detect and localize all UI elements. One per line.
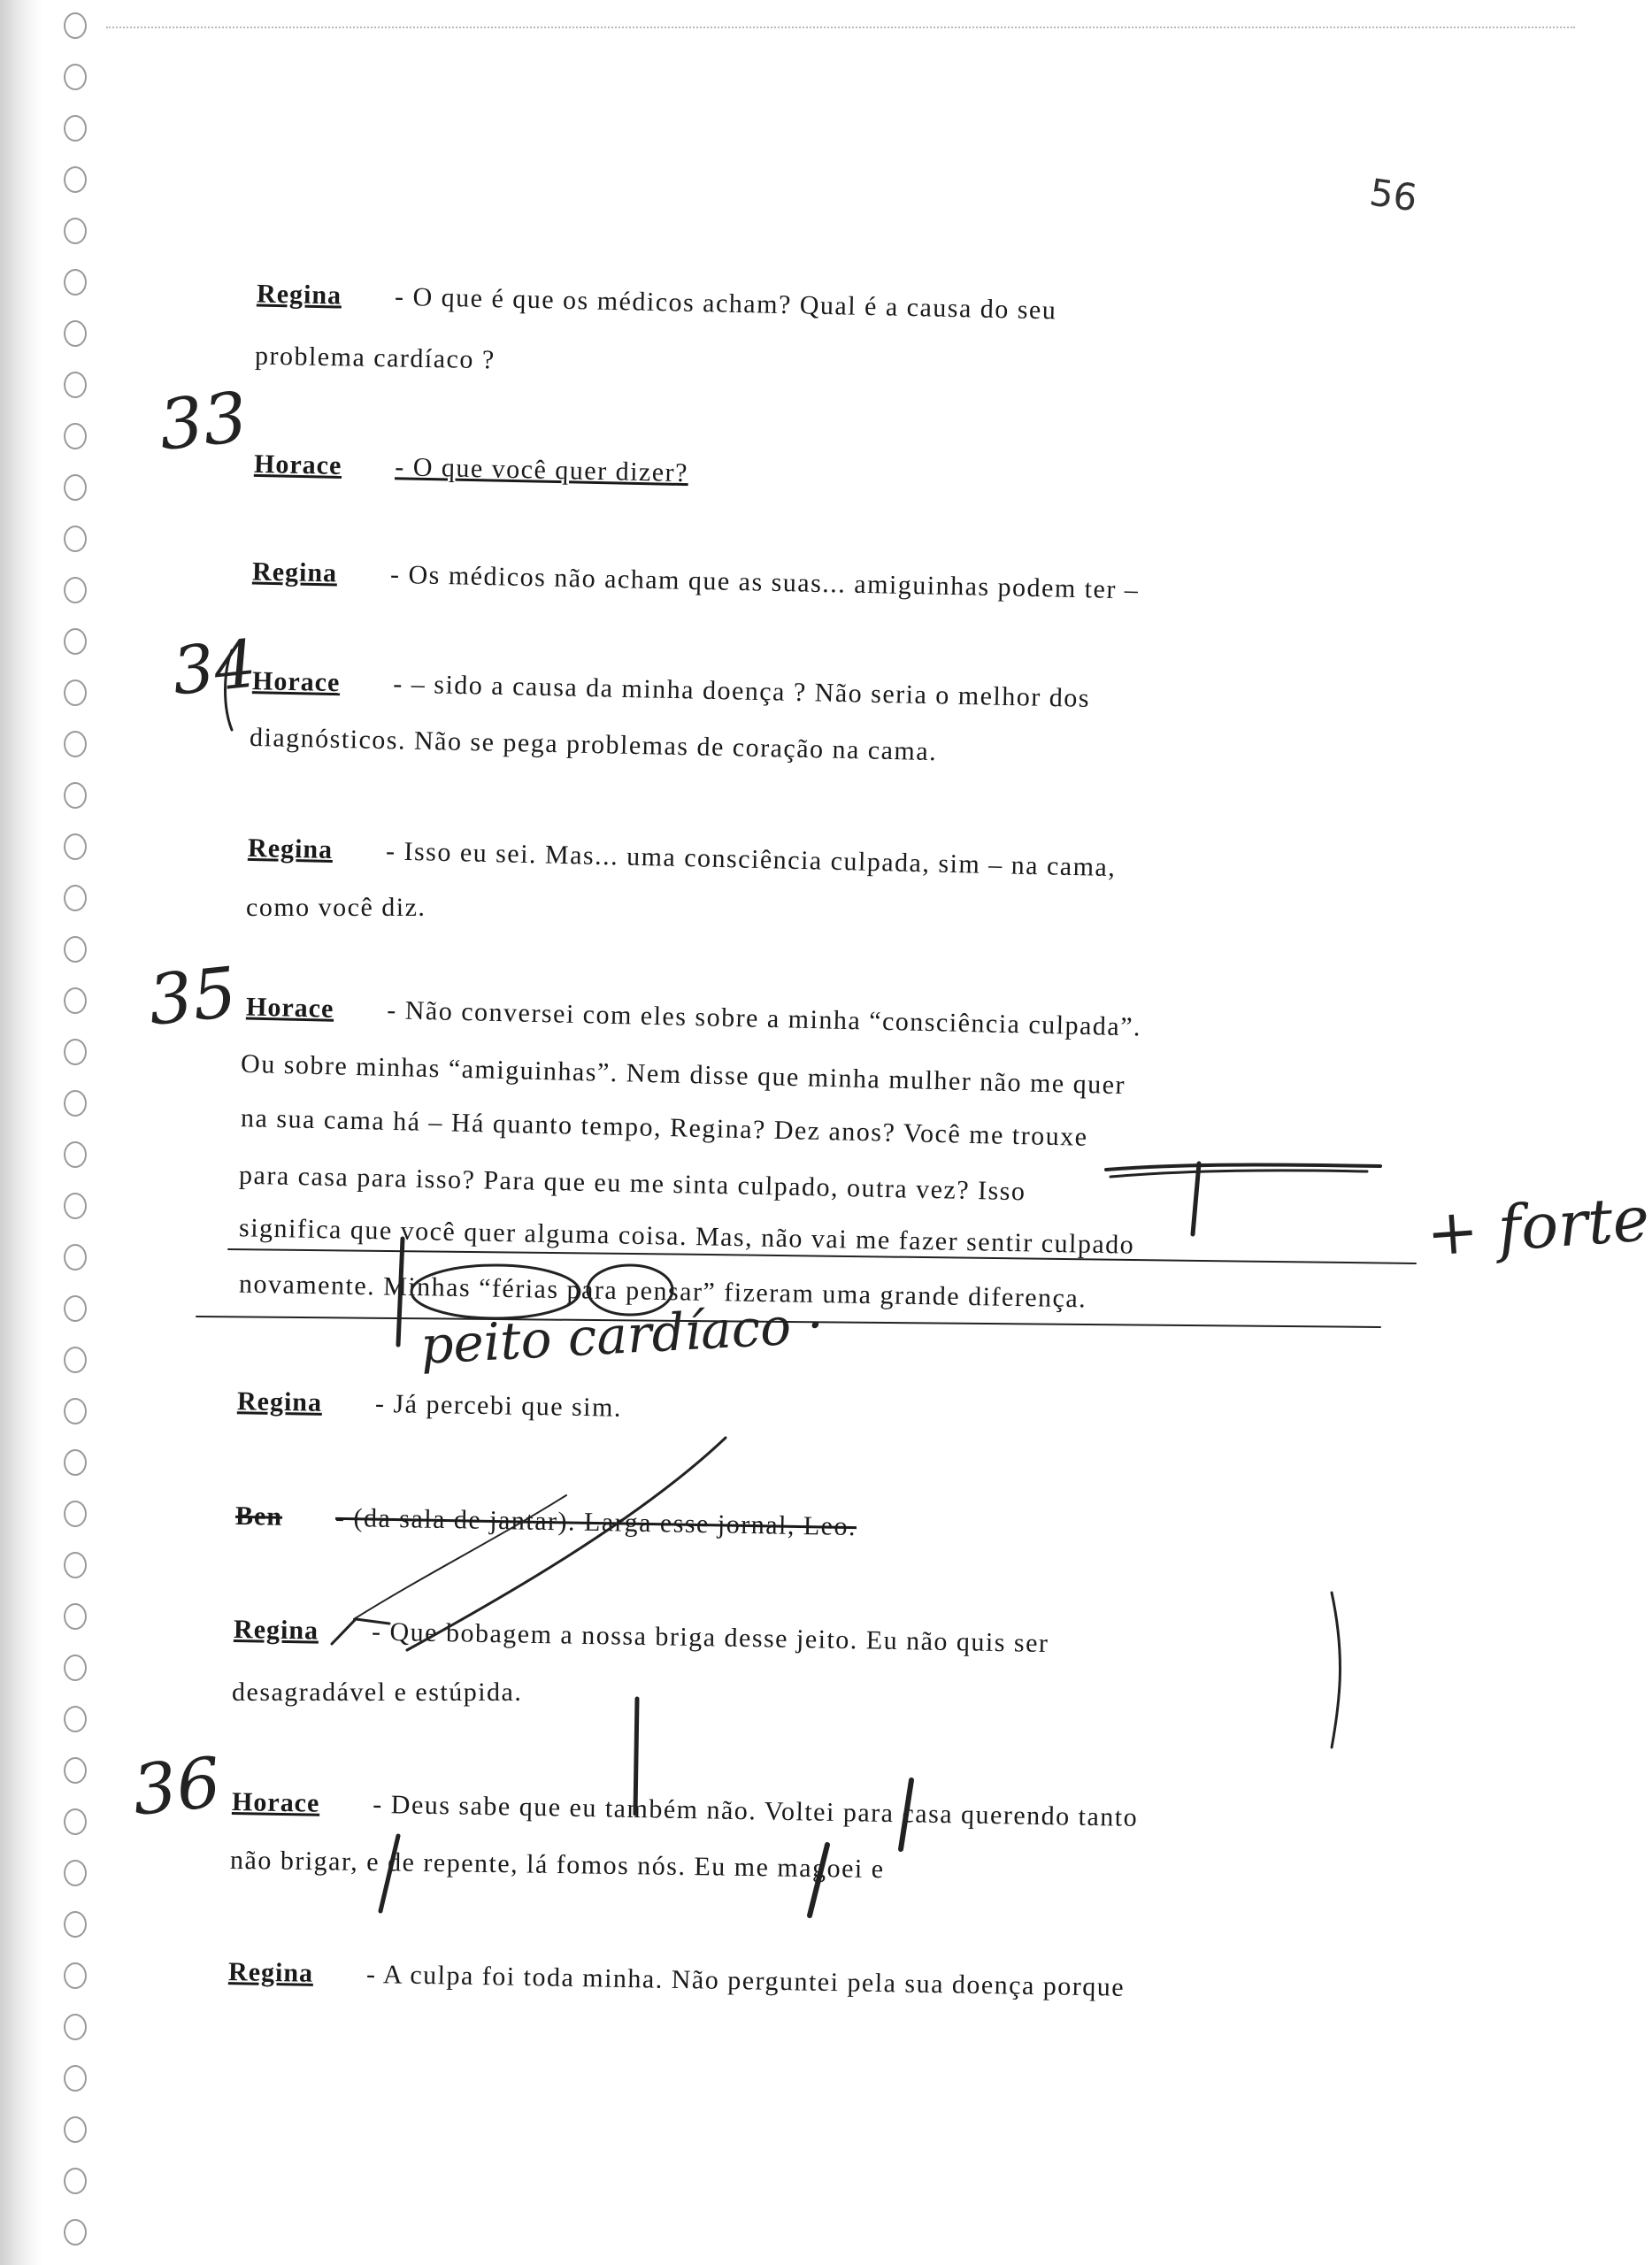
margin-number-33: 33: [155, 378, 251, 466]
dialogue-continuation: problema cardíaco ?: [254, 341, 496, 375]
line-text: - A culpa foi toda minha. Não perguntei pela sua doença porque: [365, 1959, 1126, 2002]
binding-hole: [64, 1911, 87, 1938]
binding-hole: [64, 2168, 87, 2194]
dialogue-line: [257, 277, 1057, 329]
binding-hole: [64, 1244, 87, 1271]
dialogue-continuation: Ou sobre minhas “amiguinhas”. Nem disse que minha mulher não me quer: [240, 1048, 1126, 1101]
binding-hole: [64, 1295, 87, 1322]
dialogue-continuation: na sua cama há – Há quanto tempo, Regina? Dez anos? Você me trouxe: [240, 1103, 1088, 1152]
struck-dialogue-line: [235, 1499, 857, 1545]
speaker-name: Regina: [233, 1614, 319, 1646]
margin-number-35: 35: [144, 953, 241, 1041]
dialogue-continuation: novamente. Minhas “férias para pensar” fizeram uma grande diferença.: [238, 1269, 1087, 1314]
handwritten-peito-cardiaco: peito cardíaco ·: [419, 1294, 826, 1376]
binding-hole: [64, 936, 87, 963]
dialogue-line: [232, 1785, 1139, 1836]
dialogue-line: [237, 1384, 623, 1426]
dialogue-line: [254, 447, 689, 491]
line-text: - O que você quer dizer?: [394, 452, 689, 488]
binding-hole: [64, 12, 87, 39]
line-text: - Que bobagem a nossa briga desse jeito. Eu não quis ser: [371, 1616, 1049, 1659]
binding-hole: [64, 2219, 87, 2246]
binding-hole: [64, 1808, 87, 1835]
binding-hole: [64, 218, 87, 244]
binding-hole: [64, 577, 87, 603]
binding-hole: [64, 1706, 87, 1732]
line-text: - Isso eu sei. Mas... uma consciência culpada, sim – na cama,: [385, 836, 1117, 883]
binding-hole: [64, 833, 87, 860]
binding-hole: [64, 372, 87, 398]
binding-hole: [64, 1501, 87, 1527]
binding-hole: [64, 1347, 87, 1373]
binding-hole: [64, 1039, 87, 1065]
binding-hole: [64, 1757, 87, 1784]
line-text: - – sido a causa da minha doença ? Não seria o melhor dos: [393, 669, 1091, 713]
line-text: - (da sala de jantar). Larga esse jornal, Leo.: [334, 1502, 857, 1542]
speaker-name: Horace: [231, 1787, 320, 1818]
dialogue-line: [252, 664, 1091, 717]
binding-hole: [64, 269, 87, 296]
dialogue-line: [246, 990, 1142, 1046]
dialogue-line: [248, 831, 1117, 886]
speaker-name: Regina: [227, 1957, 314, 1988]
binding-hole: [64, 1962, 87, 1989]
binding-hole: [64, 1193, 87, 1219]
dialogue-continuation: como você diz.: [246, 893, 426, 922]
binding-hole: [64, 2065, 87, 2092]
binding-hole: [64, 885, 87, 911]
line-text: - Já percebi que sim.: [374, 1388, 623, 1423]
binding-hole: [64, 628, 87, 655]
binding-hole: [64, 1398, 87, 1424]
speaker-name: Regina: [236, 1386, 323, 1417]
speaker-name: Horace: [245, 992, 334, 1024]
line-text: - Não conversei com eles sobre a minha “consciência culpada”.: [387, 995, 1142, 1042]
binding-hole: [64, 115, 87, 142]
speaker-name: Regina: [256, 279, 342, 311]
binding-hole: [64, 1449, 87, 1476]
binding-hole: [64, 987, 87, 1014]
binding-hole: [64, 423, 87, 449]
spiral-holes: [51, 0, 104, 2265]
dialogue-continuation: significa que você quer alguma coisa. Mas, não vai me fazer sentir culpado: [238, 1213, 1135, 1260]
dialogue-line: [252, 555, 1140, 609]
binding-hole: [64, 1860, 87, 1886]
dialogue-line: [234, 1612, 1049, 1662]
binding-hole: [64, 782, 87, 809]
binding-hole: [64, 320, 87, 347]
dialogue-continuation: desagradável e estúpida.: [232, 1678, 523, 1707]
binding-hole: [64, 166, 87, 193]
dialogue-continuation: para casa para isso? Para que eu me sinta culpado, outra vez? Isso: [238, 1160, 1026, 1207]
page-number: 56: [1366, 170, 1420, 220]
line-text: - Os médicos não acham que as suas... amiguinhas podem ter –: [389, 559, 1140, 605]
binding-hole: [64, 1141, 87, 1168]
binding-hole: [64, 680, 87, 706]
speaker-name: Regina: [251, 557, 338, 588]
binding-hole: [64, 1090, 87, 1117]
margin-number-34: 34: [168, 626, 260, 710]
binding-hole: [64, 1655, 87, 1681]
margin-number-36: 36: [128, 1743, 225, 1831]
binding-hole: [64, 1603, 87, 1630]
binding-hole: [64, 2116, 87, 2143]
speaker-name: Ben: [234, 1501, 283, 1532]
binding-hole: [64, 64, 87, 90]
binding-hole: [64, 731, 87, 757]
binding-hole: [64, 474, 87, 501]
binding-edge: [0, 0, 42, 2265]
dialogue-continuation: diagnósticos. Não se pega problemas de coração na cama.: [249, 722, 938, 767]
binding-hole: [64, 2014, 87, 2040]
dialogue-line: [228, 1954, 1126, 2006]
line-text: - Deus sabe que eu também não. Voltei para casa querendo tanto: [373, 1789, 1139, 1832]
dialogue-continuation: não brigar, e de repente, lá fomos nós. Eu me magoei e: [229, 1845, 885, 1885]
binding-hole: [64, 526, 87, 552]
margin-note-mais-forte: + forte: [1424, 1182, 1652, 1271]
binding-hole: [64, 1552, 87, 1578]
speaker-name: Horace: [251, 666, 341, 698]
speaker-name: Regina: [247, 833, 334, 865]
top-dotted-line: [106, 27, 1575, 28]
speaker-name: Horace: [253, 449, 342, 480]
line-text: - O que é que os médicos acham? Qual é a causa do seu: [394, 281, 1057, 326]
